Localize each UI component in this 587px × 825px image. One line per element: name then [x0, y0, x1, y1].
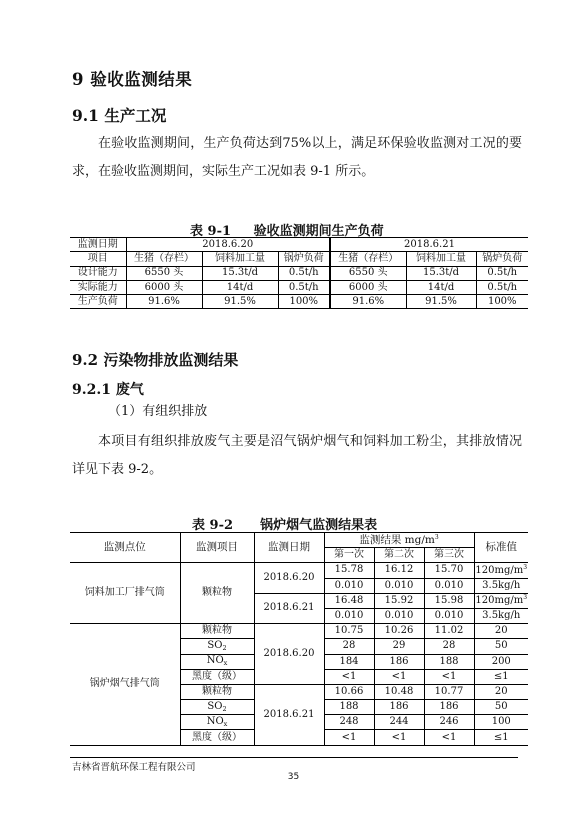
table-cell: 15.70 — [424, 563, 474, 578]
item-sub: x — [223, 720, 228, 729]
table-row — [70, 563, 528, 578]
table-cell: 91.5% — [406, 295, 476, 309]
list-item-organized: （1）有组织排放 — [108, 404, 208, 419]
table-cell: 0.5t/h — [278, 280, 330, 294]
item-cell: 黑度（级） — [180, 669, 254, 684]
subsubsection-title-exhaust: 9.2.1 废气 — [72, 382, 144, 398]
table-cell: 饲料加工量 — [202, 252, 278, 266]
table-cell: <1 — [324, 730, 374, 745]
header-third: 第三次 — [424, 548, 474, 563]
item-label: SO — [207, 700, 223, 712]
table-cell: 15.3t/d — [406, 266, 476, 280]
item-cell: 黑度（级） — [180, 730, 254, 745]
footer-company: 吉林省晋航环保工程有限公司 — [72, 762, 196, 773]
subsection-title-emissions: 9.2 污染物排放监测结果 — [72, 351, 239, 369]
table-cell: ≤1 — [474, 669, 528, 684]
table-cell: 10.75 — [324, 624, 374, 639]
header-first: 第一次 — [324, 548, 374, 563]
item-cell: 颗粒物 — [180, 624, 254, 639]
standard-sup: 3 — [523, 563, 528, 571]
table-row — [70, 266, 528, 280]
item-particulate: 颗粒物 — [180, 563, 254, 624]
header-result — [324, 533, 474, 548]
table-cell: 项目 — [70, 252, 126, 266]
table-cell: <1 — [324, 669, 374, 684]
table-cell: 实际能力 — [70, 280, 126, 294]
item-sub: x — [223, 659, 228, 668]
table-cell: 28 — [324, 639, 374, 654]
production-paragraph: 在验收监测期间，生产负荷达到75%以上，满足环保验收监测对工况的要求，在验收监测期间，实际生产工况如表 9-1 所示。 — [72, 136, 522, 179]
table-cell: 监测日期 — [70, 238, 126, 252]
table-row — [70, 295, 528, 309]
item-cell — [180, 700, 254, 715]
table-cell: 91.5% — [202, 295, 278, 309]
table-cell: 15.78 — [324, 563, 374, 578]
table-cell: 15.92 — [374, 593, 424, 608]
table-cell: 186 — [424, 700, 474, 715]
table-cell: 91.6% — [126, 295, 202, 309]
table-cell: 0.5t/h — [278, 266, 330, 280]
table-cell: 29 — [374, 639, 424, 654]
item-cell — [180, 715, 254, 730]
table-cell: 生猪（存栏） — [330, 252, 406, 266]
table-cell: 100% — [278, 295, 330, 309]
table-cell: ≤1 — [474, 730, 528, 745]
date-cell: 2018.6.21 — [254, 593, 324, 623]
table-cell: 饲料加工量 — [406, 252, 476, 266]
item-sub: 2 — [222, 704, 227, 713]
table-row — [70, 280, 528, 294]
table-row — [70, 238, 528, 252]
table-cell: 11.02 — [424, 624, 474, 639]
table-row — [70, 533, 528, 548]
table-row — [70, 252, 528, 266]
table-cell: 91.6% — [330, 295, 406, 309]
item-cell — [180, 639, 254, 654]
table-cell: 生猪（存栏） — [126, 252, 202, 266]
header-item: 监测项目 — [180, 533, 254, 563]
date-cell: 2018.6.20 — [254, 624, 324, 685]
table-cell: 100% — [476, 295, 528, 309]
item-label: NO — [206, 655, 224, 667]
table-cell: 生产负荷 — [70, 295, 126, 309]
header-date: 监测日期 — [254, 533, 324, 563]
table-cell: 248 — [324, 715, 374, 730]
section-title: 9 验收监测结果 — [72, 70, 193, 89]
footer-divider — [70, 757, 518, 758]
table-cell: 锅炉负荷 — [278, 252, 330, 266]
table-cell: 6550 头 — [126, 266, 202, 280]
table-cell: 20 — [474, 624, 528, 639]
header-standard: 标准值 — [474, 533, 528, 563]
table-cell: 188 — [324, 700, 374, 715]
table-cell: 0.010 — [424, 578, 474, 593]
table-cell: 0.010 — [374, 608, 424, 623]
table-cell: 10.66 — [324, 684, 374, 699]
table2-caption: 表 9-2 锅炉烟气监测结果表 — [192, 518, 378, 533]
table-cell: 10.48 — [374, 684, 424, 699]
item-cell — [180, 654, 254, 669]
item-sub: 2 — [222, 644, 227, 653]
table-cell: 锅炉负荷 — [476, 252, 528, 266]
table-cell: <1 — [374, 730, 424, 745]
item-label: NO — [206, 716, 224, 728]
table-cell: 184 — [324, 654, 374, 669]
header-point: 监测点位 — [70, 533, 180, 563]
header-second: 第二次 — [374, 548, 424, 563]
page-number: 35 — [287, 772, 300, 782]
table-cell: 14t/d — [406, 280, 476, 294]
table-cell: 6000 头 — [126, 280, 202, 294]
standard-value: 120mg/m — [475, 595, 524, 607]
standard-sup: 3 — [523, 594, 528, 602]
point-feed: 饲料加工厂排气筒 — [70, 563, 180, 624]
table-cell: 186 — [374, 700, 424, 715]
standard-value: 120mg/m — [475, 564, 524, 576]
header-result-sup: 3 — [434, 533, 439, 541]
table-cell: 2018.6.21 — [330, 238, 528, 252]
production-load-table — [70, 237, 528, 309]
item-label: SO — [207, 640, 223, 652]
table-cell: 6550 头 — [330, 266, 406, 280]
boiler-emission-table — [70, 532, 528, 746]
table-cell: 15.98 — [424, 593, 474, 608]
item-cell: 颗粒物 — [180, 684, 254, 699]
table-cell: 3.5kg/h — [474, 578, 528, 593]
table-cell: 0.010 — [424, 608, 474, 623]
table-cell: 186 — [374, 654, 424, 669]
table-cell: 10.26 — [374, 624, 424, 639]
table-cell: 244 — [374, 715, 424, 730]
table-cell: 0.010 — [324, 578, 374, 593]
table-cell: 14t/d — [202, 280, 278, 294]
header-result-text: 监测结果 mg/m — [359, 533, 435, 546]
table-cell: 20 — [474, 684, 528, 699]
table-cell: 2018.6.20 — [126, 238, 330, 252]
subsection-title-production: 9.1 生产工况 — [72, 106, 167, 125]
table-cell: 设计能力 — [70, 266, 126, 280]
table-cell: 16.48 — [324, 593, 374, 608]
table1-caption: 表 9-1 验收监测期间生产负荷 — [190, 224, 384, 239]
emissions-paragraph: 本项目有组织排放废气主要是沼气锅炉烟气和饲料加工粉尘，其排放情况详见下表 9-2。 — [72, 434, 522, 477]
table-cell: 0.010 — [374, 578, 424, 593]
table-cell: 6000 头 — [330, 280, 406, 294]
table-cell: 0.5t/h — [476, 266, 528, 280]
point-boiler: 锅炉烟气排气筒 — [70, 624, 180, 746]
table-cell: 0.010 — [324, 608, 374, 623]
table-cell — [474, 593, 528, 608]
table-cell: <1 — [424, 730, 474, 745]
table-cell: <1 — [374, 669, 424, 684]
table-cell: 100 — [474, 715, 528, 730]
table-cell: 246 — [424, 715, 474, 730]
table-cell: 16.12 — [374, 563, 424, 578]
date-cell: 2018.6.21 — [254, 684, 324, 745]
table-cell: 0.5t/h — [476, 280, 528, 294]
table-cell — [474, 563, 528, 578]
table-cell: 200 — [474, 654, 528, 669]
date-cell: 2018.6.20 — [254, 563, 324, 593]
table-cell: 50 — [474, 639, 528, 654]
table-cell: 15.3t/d — [202, 266, 278, 280]
table-cell: 188 — [424, 654, 474, 669]
table-cell: 3.5kg/h — [474, 608, 528, 623]
table-cell: 28 — [424, 639, 474, 654]
table-cell: 50 — [474, 700, 528, 715]
table-cell: 10.77 — [424, 684, 474, 699]
table-cell: <1 — [424, 669, 474, 684]
table-row — [70, 624, 528, 639]
